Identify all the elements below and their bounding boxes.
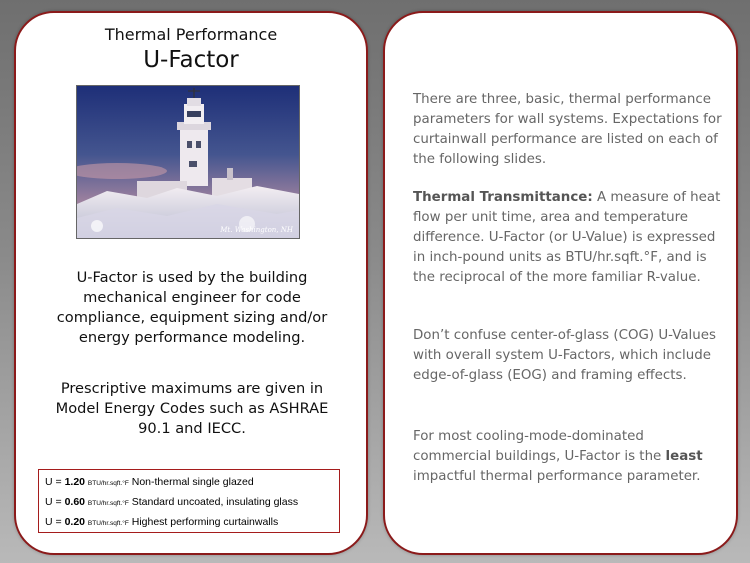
u-value-row xyxy=(45,512,339,532)
photo-caption: Mt. Washington, NH xyxy=(220,226,293,234)
u-value-row xyxy=(45,472,339,492)
u-prefix: U = xyxy=(45,496,62,508)
thermal-transmittance-body: A measure of heat flow per unit time, area and temperature difference. U-Factor (or U-Value) is expressed in inch-pound units as BTU/hr.sqft.°F, and is the reciprocal of the more familiar R-value. xyxy=(413,190,721,285)
u-prefix: U = xyxy=(45,516,62,528)
u-prefix: U = xyxy=(45,476,62,488)
thermal-transmittance-heading: Thermal Transmittance: xyxy=(413,190,593,205)
u-unit: BTU/hr.sqft.°F xyxy=(87,480,129,487)
slide-title: U-Factor xyxy=(143,47,239,73)
u-factor-description: U-Factor is used by the building mechanical engineer for code compliance, equipment sizing and/or energy performance modeling. xyxy=(56,269,328,346)
cog-vs-system-text: Don’t confuse center-of-glass (COG) U-Values with overall system U-Factors, which include edge-of-glass (EOG) and framing effects. xyxy=(413,328,716,383)
right-panel xyxy=(383,11,738,555)
u-value-table xyxy=(38,469,340,533)
u-value-row xyxy=(45,492,339,512)
cooling-mode-start: For most cooling-mode-dominated commercial buildings, U-Factor is the xyxy=(413,429,666,464)
slide-subtitle: Thermal Performance xyxy=(104,25,278,44)
least-emphasis: least xyxy=(665,449,703,464)
left-panel xyxy=(14,11,368,555)
thermal-transmittance-text xyxy=(413,188,723,288)
u-description: Highest performing curtainwalls xyxy=(131,516,279,528)
u-value: 0.60 xyxy=(64,496,85,508)
prescriptive-maximums-text: Prescriptive maximums are given in Model Energy Codes such as ASHRAE 90.1 and IECC. xyxy=(55,380,329,437)
mt-washington-photo xyxy=(76,85,300,239)
u-value: 1.20 xyxy=(64,476,85,488)
cooling-mode-end: impactful thermal performance parameter. xyxy=(413,469,701,484)
u-unit: BTU/hr.sqft.°F xyxy=(87,520,129,527)
u-description: Non-thermal single glazed xyxy=(131,476,254,488)
parameters-intro: There are three, basic, thermal performance parameters for wall systems. Expectations for curtainwall performance are listed on each of the following slides. xyxy=(413,92,722,167)
cooling-mode-text xyxy=(413,427,723,487)
u-description: Standard uncoated, insulating glass xyxy=(131,496,299,508)
u-value: 0.20 xyxy=(64,516,85,528)
u-unit: BTU/hr.sqft.°F xyxy=(87,500,129,507)
